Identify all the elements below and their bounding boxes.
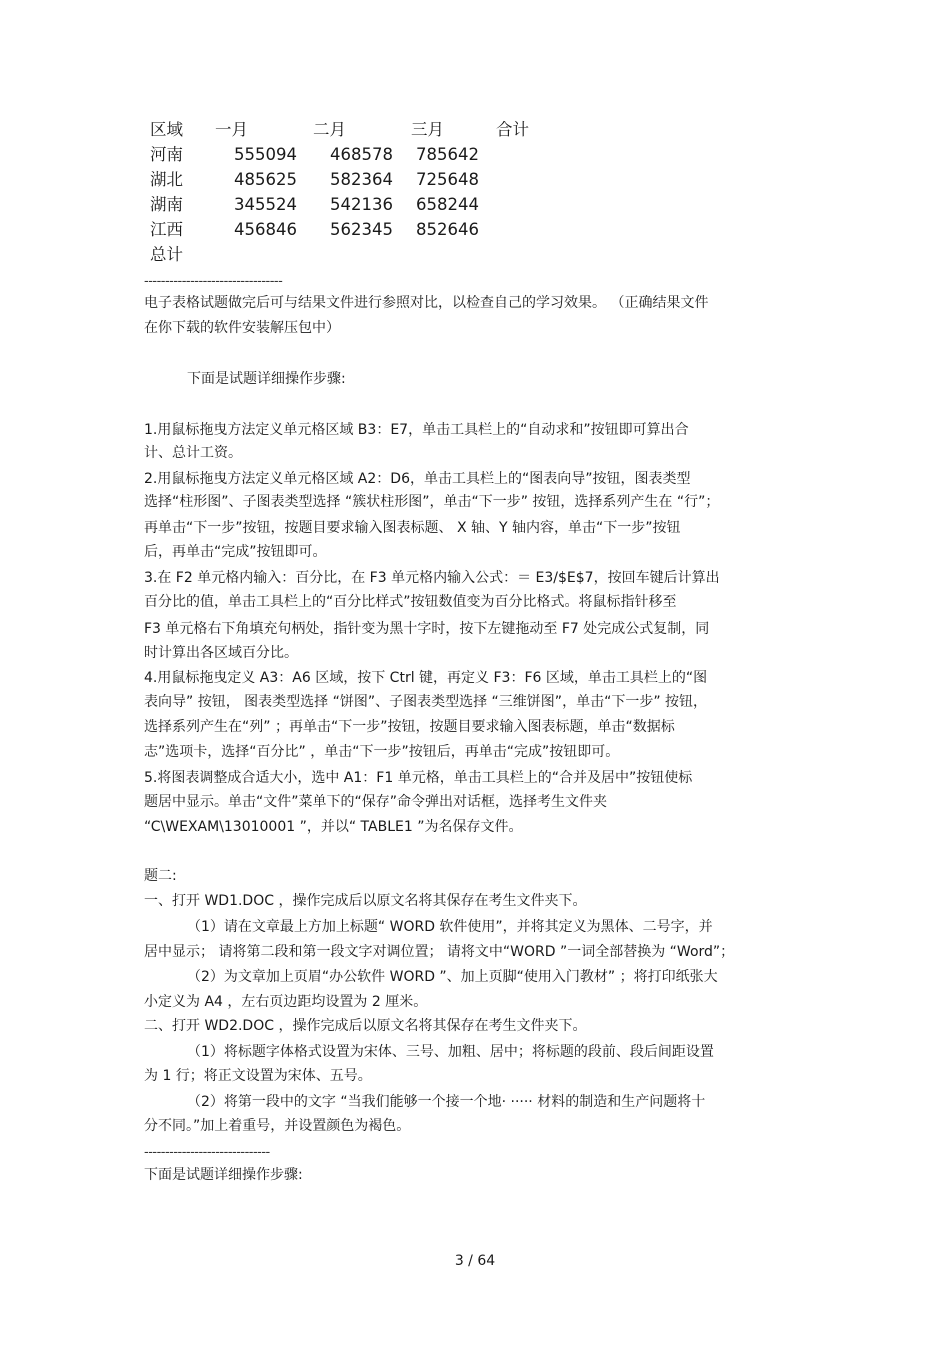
paragraph-line: 小定义为 A4 ，左右页边距均设置为 2 厘米。 (144, 994, 428, 1010)
table-header-cell: 合计 (496, 120, 529, 139)
section-heading: 下面是试题详细操作步骤: (187, 371, 346, 387)
table-cell: 湖南 (150, 195, 183, 214)
paragraph-line: （1）将标题字体格式设置为宋体、三号、加粗、居中；将标题的段前、段后间距设置 (187, 1044, 714, 1060)
paragraph-line: 后，再单击“完成”按钮即可。 (144, 544, 327, 560)
table-cell: 456846 (234, 220, 297, 239)
paragraph-line: 4.用鼠标拖曳定义 A3：A6 区域，按下 Ctrl 键，再定义 F3：F6 区域，单击工具栏上的“图 (144, 670, 708, 686)
paragraph-line: 题居中显示。单击“文件”菜单下的“保存”命令弹出对话框，选择考生文件夹 (144, 794, 608, 810)
table-cell: 总计 (150, 245, 183, 264)
paragraph-line: 百分比的值，单击工具栏上的“百分比样式”按钮数值变为百分比格式。将鼠标指针移至 (144, 594, 677, 610)
paragraph-line: 2.用鼠标拖曳方法定义单元格区域 A2：D6，单击工具栏上的“图表向导”按钮，图表类型 (144, 471, 691, 487)
table-cell: 562345 (330, 220, 393, 239)
table-cell: 468578 (330, 145, 393, 164)
table-header-cell: 一月 (215, 120, 248, 139)
paragraph-line: 5.将图表调整成合适大小，选中 A1：F1 单元格，单击工具栏上的“合并及居中”按钮使标 (144, 770, 693, 786)
paragraph-line: 3.在 F2 单元格内输入：百分比，在 F3 单元格内输入公式：＝ E3/$E$7，按回车键后计算出 (144, 570, 720, 586)
paragraph-line: 计、总计工资。 (144, 445, 242, 461)
paragraph-line: 时计算出各区域百分比。 (144, 645, 298, 661)
table-cell: 785642 (416, 145, 479, 164)
section-heading: 下面是试题详细操作步骤: (144, 1167, 303, 1183)
paragraph-line: 一、打开 WD1.DOC ，操作完成后以原文名将其保存在考生文件夹下。 (144, 893, 587, 909)
divider-line: ------------------------------ (144, 1145, 270, 1160)
paragraph-line: 为 1 行；将正文设置为宋体、五号。 (144, 1068, 372, 1084)
paragraph-line: 选择“柱形图”、子图表类型选择 “簇状柱形图”，单击“下一步” 按钮，选择系列产生在 “行”； (144, 494, 720, 510)
table-header-cell: 二月 (313, 120, 346, 139)
paragraph-line: “C\WEXAM\13010001 ”，并以“ TABLE1 ”为名保存文件。 (144, 819, 523, 835)
paragraph-line: （2）为文章加上页眉“办公软件 WORD ”、加上页脚“使用入门教材” ；将打印纸张大 (187, 969, 718, 985)
table-cell: 湖北 (150, 170, 183, 189)
table-cell: 485625 (234, 170, 297, 189)
table-cell: 555094 (234, 145, 297, 164)
page-number: 3 / 64 (454, 1253, 496, 1269)
paragraph-line: 再单击“下一步”按钮，按题目要求输入图表标题、 X 轴、Y 轴内容，单击“下一步”按钮 (144, 520, 681, 536)
table-cell: 582364 (330, 170, 393, 189)
paragraph-line: 志”选项卡，选择“百分比” ，单击“下一步”按钮后，再单击“完成”按钮即可。 (144, 744, 620, 760)
paragraph-line: F3 单元格右下角填充句柄处，指针变为黑十字时，按下左键拖动至 F7 处完成公式复制，同 (144, 621, 710, 637)
paragraph-line: 居中显示； 请将第二段和第一段文字对调位置； 请将文中“WORD ”一词全部替换为 “Word”； (144, 944, 735, 960)
table-cell: 852646 (416, 220, 479, 239)
table-cell: 江西 (150, 220, 183, 239)
paragraph-line: （1）请在文章最上方加上标题“ WORD 软件使用”，并将其定义为黑体、二号字，并 (187, 919, 713, 935)
divider-line: --------------------------------- (144, 274, 283, 289)
paragraph-line: 在你下载的软件安装解压包中） (144, 320, 340, 336)
paragraph-line: 选择系列产生在“列” ；再单击“下一步”按钮，按题目要求输入图表标题，单击“数据标 (144, 719, 675, 735)
table-cell: 345524 (234, 195, 297, 214)
table-cell: 河南 (150, 145, 183, 164)
table-cell: 542136 (330, 195, 393, 214)
paragraph-line: （2）将第一段中的文字 “当我们能够一个接一个地· ····· 材料的制造和生产问题将十 (187, 1094, 706, 1110)
table-cell: 658244 (416, 195, 479, 214)
paragraph-line: 表向导” 按钮， 图表类型选择 “饼图”、子图表类型选择 “三维饼图”，单击“下一步” 按钮， (144, 694, 708, 710)
paragraph-line: 分不同。”加上着重号，并设置颜色为褐色。 (144, 1118, 411, 1134)
paragraph-line: 二、打开 WD2.DOC ，操作完成后以原文名将其保存在考生文件夹下。 (144, 1018, 587, 1034)
table-header-cell: 三月 (411, 120, 444, 139)
table-cell: 725648 (416, 170, 479, 189)
section-heading: 题二: (144, 868, 177, 884)
paragraph-line: 电子表格试题做完后可与结果文件进行参照对比，以检查自己的学习效果。 （正确结果文件 (144, 295, 709, 311)
paragraph-line: 1.用鼠标拖曳方法定义单元格区域 B3：E7，单击工具栏上的“自动求和”按钮即可算出合 (144, 422, 689, 438)
table-header-cell: 区域 (150, 120, 183, 139)
